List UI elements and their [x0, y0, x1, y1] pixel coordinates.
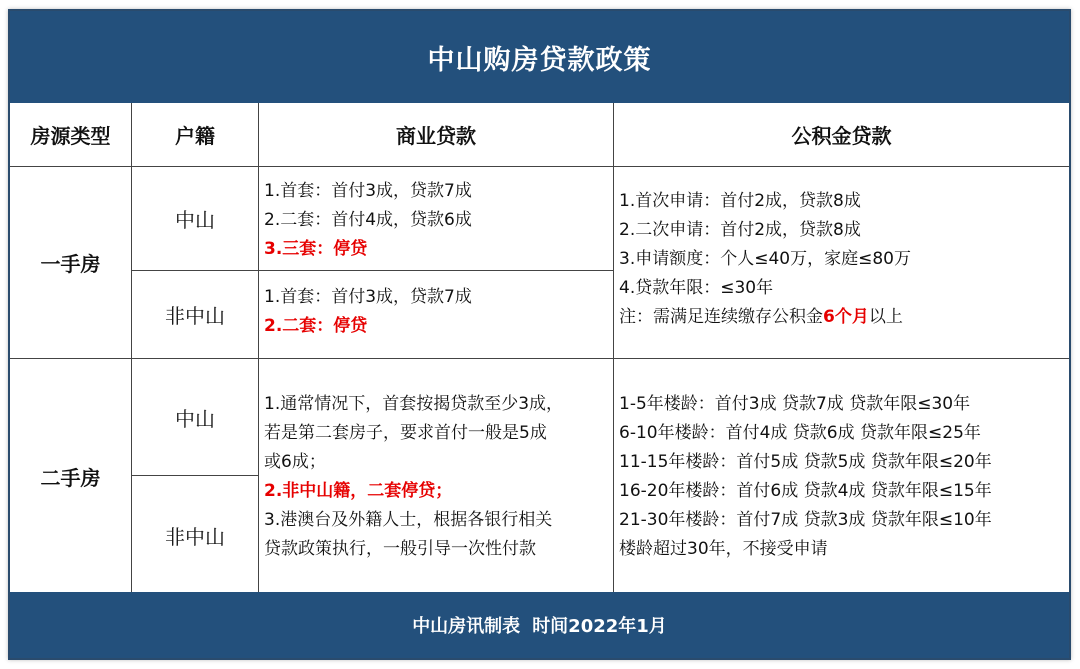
list-item: 1-5年楼龄：首付3成 贷款7成 贷款年限≤30年: [619, 394, 971, 414]
list-item: 3.港澳台及外籍人士，根据各银行相关: [264, 510, 553, 530]
first-hand-label: 一手房: [40, 252, 101, 276]
col-header-huji-label: 户籍: [175, 124, 215, 148]
huji-second-nonlocal: [132, 476, 259, 594]
note-suffix: 以上: [868, 307, 903, 327]
commercial-first-local: [259, 167, 614, 271]
list-item: 4.贷款年限：≤30年: [619, 278, 774, 298]
list-item: 1.通常情况下，首套按揭贷款至少3成，: [264, 394, 564, 414]
policy-table: [8, 9, 1071, 660]
footer-source: 中山房讯制表: [412, 616, 521, 637]
commercial-first-nonlocal: [259, 271, 614, 359]
commercial-second: [259, 359, 614, 594]
list-item: 1.首套：首付3成，贷款7成: [264, 181, 472, 201]
note-prefix: 注：需满足连续缴存公积金: [619, 307, 823, 327]
list-item: 2.二套：停贷: [264, 316, 368, 336]
note-highlight: 6个月: [823, 307, 869, 327]
table-footer: [10, 592, 1069, 658]
fund-note: [619, 303, 1069, 332]
table-title: [10, 11, 1069, 103]
fund-second: [614, 359, 1069, 594]
col-header-huji: [132, 103, 259, 167]
col-header-fund-label: 公积金贷款: [791, 124, 892, 148]
col-header-commercial: [259, 103, 614, 167]
huji-first-local: [132, 167, 259, 271]
list-item: 贷款政策执行，一般引导一次性付款: [264, 539, 536, 559]
list-item: 2.二次申请：首付2成，贷款8成: [619, 220, 861, 240]
list-item: 1.首套：首付3成，贷款7成: [264, 287, 472, 307]
col-header-type-label: 房源类型: [30, 124, 111, 148]
footer-date: 时间2022年1月: [532, 616, 667, 637]
list-item: 16-20年楼龄：首付6成 贷款4成 贷款年限≤15年: [619, 481, 992, 501]
huji-second-local: [132, 359, 259, 476]
list-item: 11-15年楼龄：首付5成 贷款5成 贷款年限≤20年: [619, 452, 992, 472]
list-item: 3.三套：停贷: [264, 239, 368, 259]
row-type-second-hand: [10, 359, 132, 594]
list-item: 21-30年楼龄：首付7成 贷款3成 贷款年限≤10年: [619, 510, 992, 530]
second-hand-label: 二手房: [40, 466, 101, 490]
list-item: 或6成；: [264, 452, 326, 472]
list-item: 若是第二套房子，要求首付一般是5成: [264, 423, 547, 443]
col-header-type: [10, 103, 132, 167]
list-item: 3.申请额度：个人≤40万，家庭≤80万: [619, 249, 911, 269]
huji-second-local-label: 中山: [175, 406, 215, 431]
col-header-commercial-label: 商业贷款: [396, 124, 476, 148]
list-item: 6-10年楼龄：首付4成 贷款6成 贷款年限≤25年: [619, 423, 981, 443]
huji-first-nonlocal: [132, 271, 259, 359]
col-header-fund: [614, 103, 1069, 167]
title-text: 中山购房贷款政策: [427, 44, 652, 76]
huji-first-nonlocal-label: 非中山: [165, 304, 225, 328]
list-item: 1.首次申请：首付2成，贷款8成: [619, 191, 861, 211]
list-item: 2.二套：首付4成，贷款6成: [264, 210, 472, 230]
list-item: 楼龄超过30年，不接受申请: [619, 539, 828, 559]
huji-second-nonlocal-label: 非中山: [165, 524, 225, 549]
huji-first-local-label: 中山: [175, 208, 215, 232]
fund-first: [614, 167, 1069, 359]
list-item: 2.非中山籍，二套停贷；: [264, 481, 453, 501]
row-type-first-hand: [10, 167, 132, 359]
